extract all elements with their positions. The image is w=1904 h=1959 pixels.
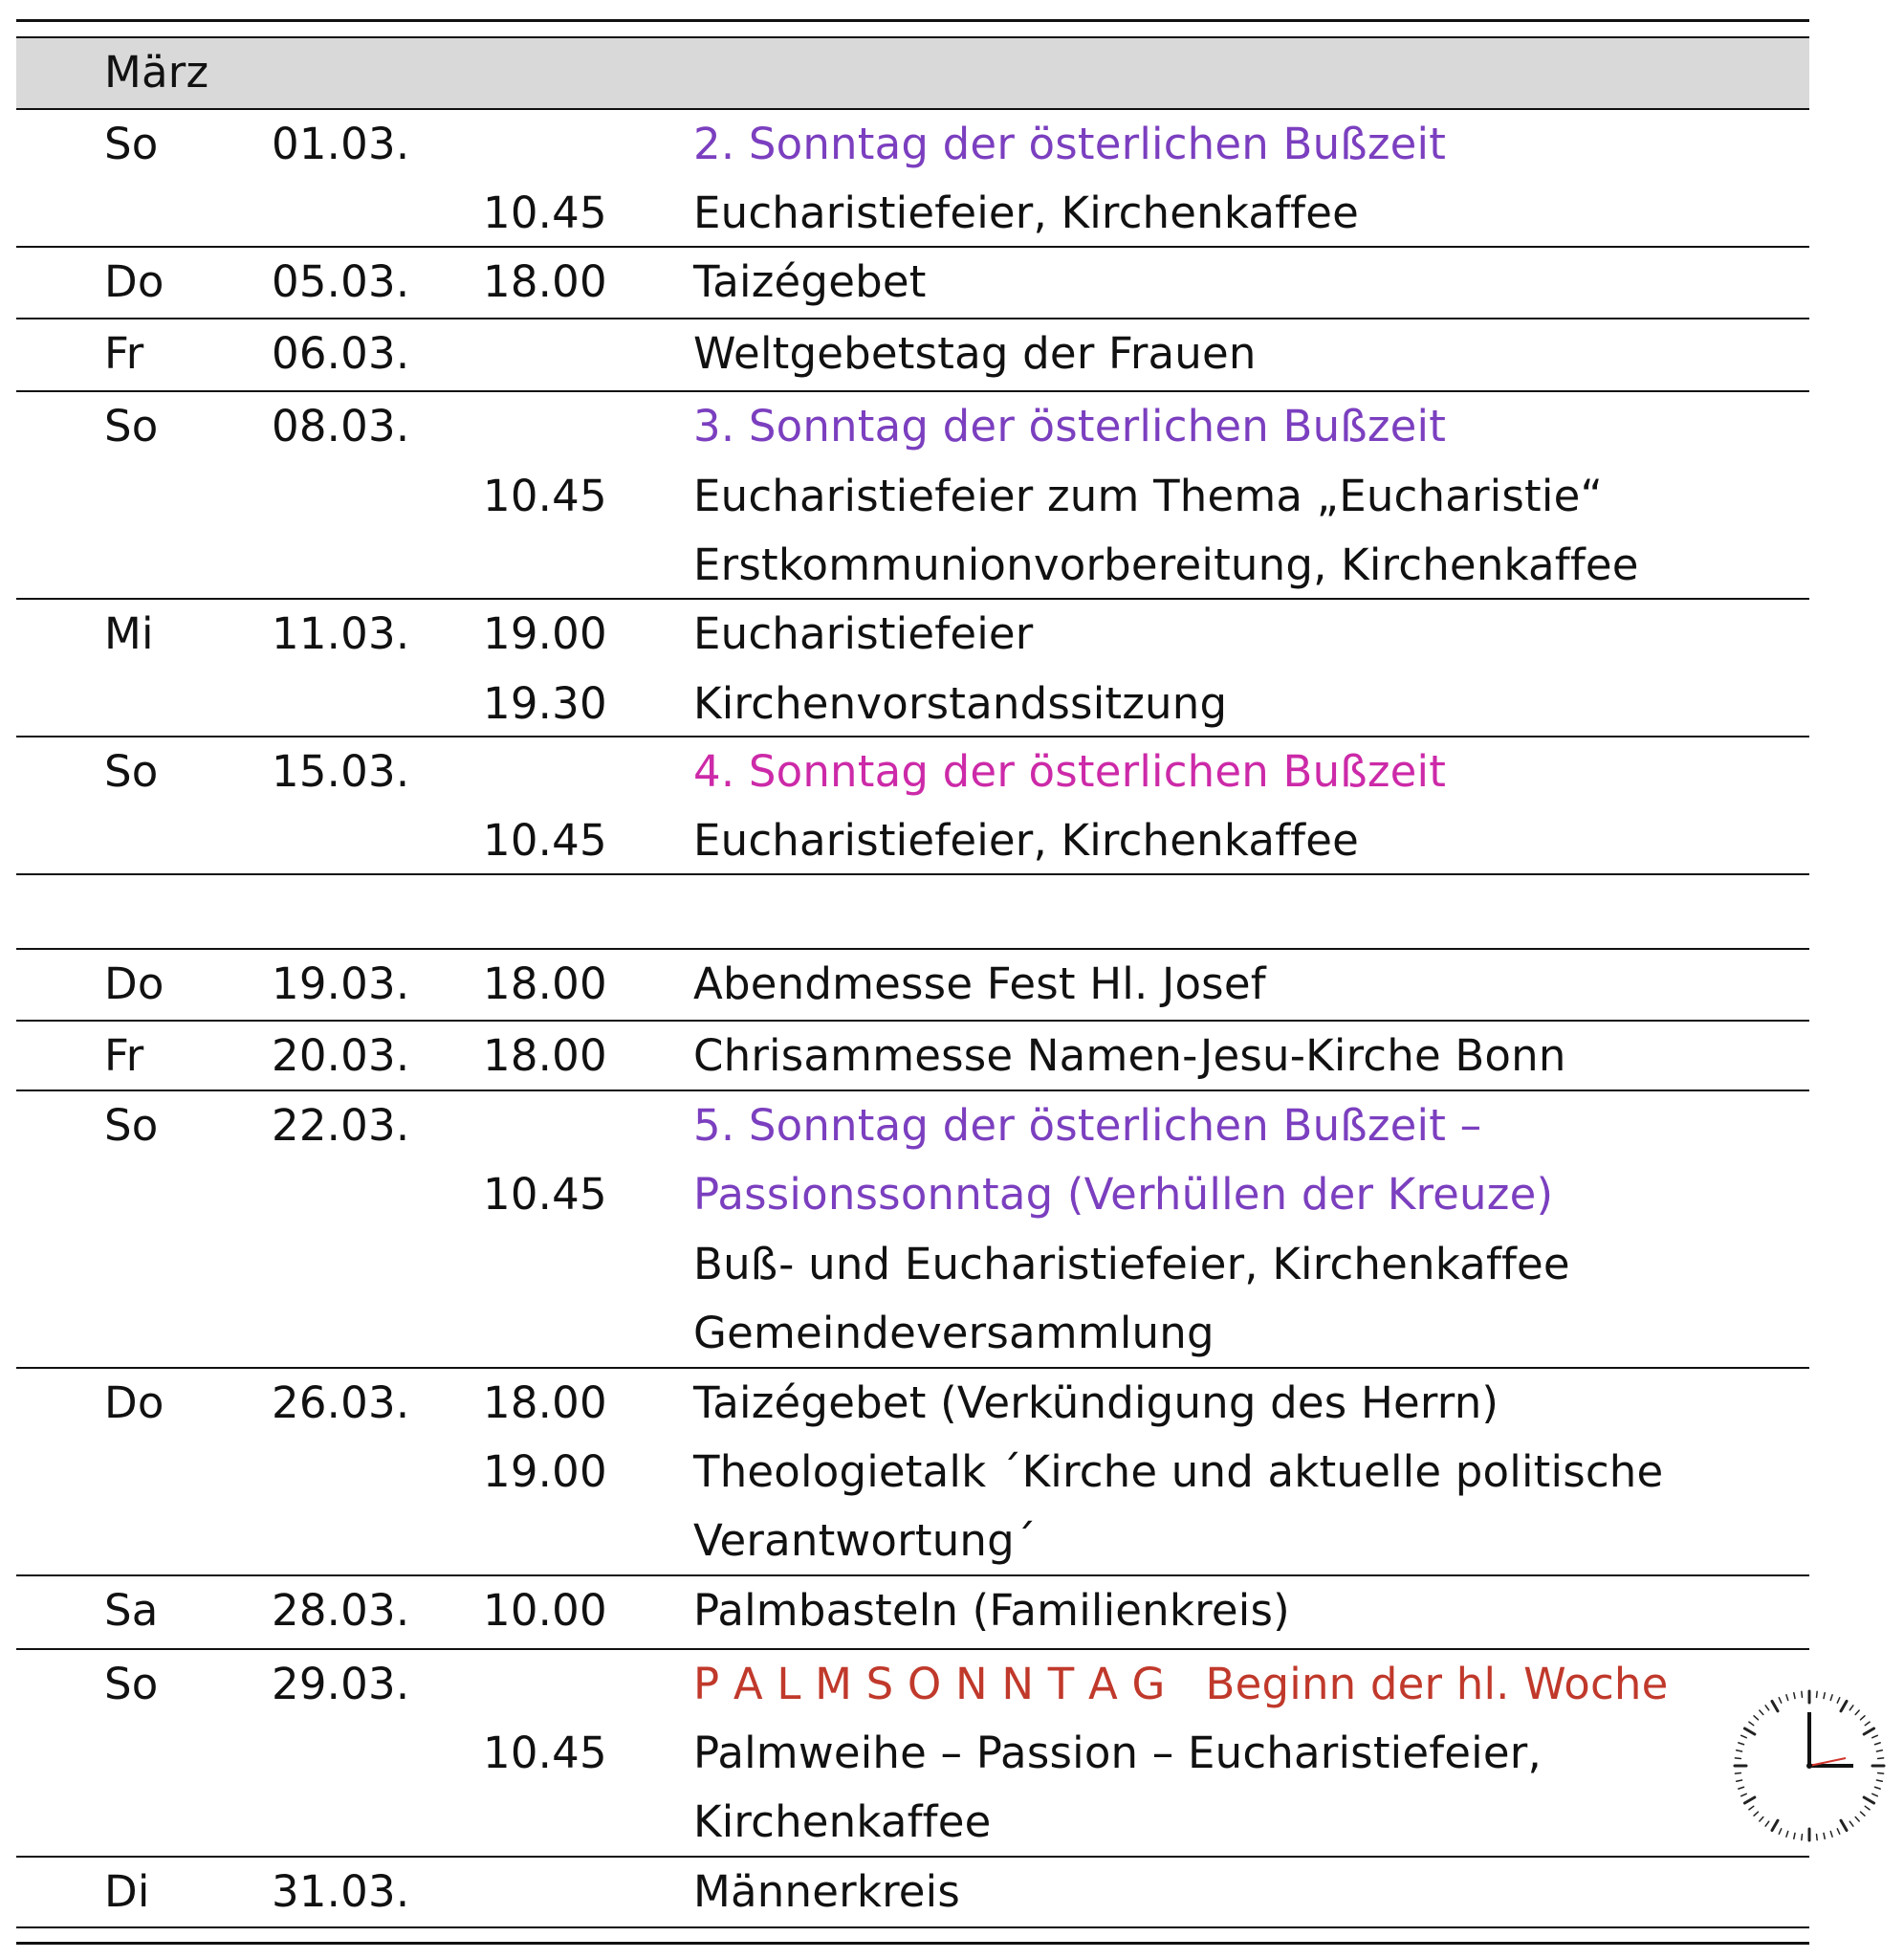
weekday: Mi [104, 608, 154, 659]
clock-tick [1735, 1758, 1740, 1759]
clock-tick [1830, 1831, 1832, 1837]
clock-tick [1760, 1817, 1763, 1821]
event-text: Chrisammesse Namen-Jesu-Kirche Bonn [693, 1030, 1566, 1081]
clock-tick [1765, 1706, 1769, 1710]
event-text: Männerkreis [693, 1866, 961, 1917]
event-text: Theologietalk ´Kirche und aktuelle politische [693, 1446, 1664, 1497]
weekday: So [104, 401, 159, 451]
event-text: Kirchenkaffee [693, 1796, 992, 1847]
event-time: 18.00 [483, 958, 607, 1009]
clock-tick [1749, 1806, 1754, 1810]
clock-tick [1861, 1812, 1865, 1816]
event-time: 10.45 [483, 815, 607, 866]
clock-tick [1744, 1797, 1754, 1803]
palm-sunday-heading [693, 1650, 1669, 1719]
month-band-top-rule [16, 36, 1809, 38]
clock-tick [1878, 1773, 1884, 1774]
event-text: Taizégebet [693, 256, 927, 307]
event-time: 19.00 [483, 608, 607, 659]
row-divider [16, 873, 1809, 875]
clock-tick [1802, 1835, 1803, 1840]
weekday: Di [104, 1866, 150, 1917]
event-time: 19.00 [483, 1446, 607, 1497]
event-text: Kirchenvorstandssitzung [693, 678, 1228, 729]
weekday: Do [104, 256, 164, 307]
bottom-rule [16, 1926, 1809, 1928]
month-title: März [104, 47, 209, 98]
clock-tick [1779, 1829, 1781, 1834]
event-time: 19.30 [483, 678, 607, 729]
clock-tick [1855, 1710, 1859, 1714]
date: 28.03. [272, 1585, 410, 1636]
clock-tick [1830, 1695, 1832, 1701]
clock-tick [1744, 1728, 1754, 1734]
clock-tick [1849, 1706, 1853, 1710]
holy-week-note: Beginn der hl. Woche [1205, 1659, 1669, 1709]
clock-tick [1741, 1794, 1746, 1795]
clock-tick [1802, 1691, 1803, 1697]
liturgical-day: 5. Sonntag der österlichen Bußzeit – [693, 1100, 1482, 1151]
clock-tick [1741, 1735, 1746, 1737]
date: 19.03. [272, 958, 410, 1009]
event-text: Palmweihe – Passion – Eucharistiefeier, [693, 1728, 1542, 1778]
date: 31.03. [272, 1866, 410, 1917]
clock-tick [1874, 1743, 1880, 1745]
weekday: So [104, 746, 159, 797]
clock-tick [1876, 1780, 1882, 1781]
clock-tick [1824, 1833, 1825, 1838]
date: 29.03. [272, 1659, 410, 1709]
clock-tick [1817, 1835, 1818, 1840]
event-text: Palmbasteln (Familienkreis) [693, 1585, 1290, 1636]
date: 08.03. [272, 401, 410, 451]
bottom-rule [16, 1942, 1809, 1945]
event-text: Eucharistiefeier zum Thema „Eucharistie“ [693, 471, 1603, 521]
clock-tick [1749, 1722, 1754, 1726]
clock-tick [1864, 1728, 1873, 1734]
clock-tick [1878, 1758, 1884, 1759]
clock-tick [1794, 1833, 1795, 1838]
event-text: Weltgebetstag der Frauen [693, 328, 1257, 379]
clock-tick [1849, 1821, 1853, 1826]
clock-tick [1817, 1691, 1818, 1697]
clock-tick [1837, 1698, 1839, 1703]
event-text: Eucharistiefeier, Kirchenkaffee [693, 815, 1359, 866]
clock-tick [1754, 1812, 1758, 1816]
weekday: So [104, 1659, 159, 1709]
clock-tick [1864, 1797, 1873, 1803]
date: 26.03. [272, 1377, 410, 1428]
date: 15.03. [272, 746, 410, 797]
event-time: 10.45 [483, 1169, 607, 1220]
clock-tick [1874, 1787, 1880, 1789]
date: 22.03. [272, 1100, 410, 1151]
event-time: 18.00 [483, 1030, 607, 1081]
clock-tick [1739, 1743, 1744, 1745]
clock-tick [1765, 1821, 1769, 1826]
clock-tick [1786, 1831, 1788, 1837]
clock-tick [1872, 1735, 1877, 1737]
clock-tick [1772, 1701, 1778, 1710]
date: 01.03. [272, 119, 410, 169]
clock-tick [1861, 1716, 1865, 1720]
liturgical-day: 4. Sonntag der österlichen Bußzeit [693, 746, 1447, 797]
liturgical-day: 3. Sonntag der österlichen Bußzeit [693, 401, 1447, 451]
top-rule [16, 19, 1809, 22]
clock-tick [1872, 1794, 1877, 1795]
event-time: 18.00 [483, 1377, 607, 1428]
event-text: Buß- und Eucharistiefeier, Kirchenkaffee [693, 1239, 1570, 1289]
date: 06.03. [272, 328, 410, 379]
clock-tick [1772, 1820, 1778, 1830]
event-text: Eucharistiefeier [693, 608, 1034, 659]
clock-tick [1779, 1698, 1781, 1703]
weekday: So [104, 119, 159, 169]
event-time: 10.45 [483, 471, 607, 521]
date: 11.03. [272, 608, 410, 659]
weekday: Sa [104, 1585, 159, 1636]
event-time: 10.45 [483, 187, 607, 238]
weekday: Do [104, 1377, 164, 1428]
event-time: 10.45 [483, 1728, 607, 1778]
clock-tick [1737, 1750, 1742, 1751]
clock-icon [1729, 1685, 1890, 1846]
event-text: Abendmesse Fest Hl. Josef [693, 958, 1266, 1009]
clock-tick [1739, 1787, 1744, 1789]
clock-tick [1865, 1722, 1870, 1726]
clock-tick [1841, 1701, 1847, 1710]
clock-tick [1841, 1820, 1847, 1830]
weekday: So [104, 1100, 159, 1151]
event-text: Eucharistiefeier, Kirchenkaffee [693, 187, 1359, 238]
clock-tick [1876, 1750, 1882, 1751]
weekday: Fr [104, 1030, 144, 1081]
event-text: Taizégebet (Verkündigung des Herrn) [693, 1377, 1499, 1428]
date: 05.03. [272, 256, 410, 307]
clock-tick [1855, 1817, 1859, 1821]
event-text: Verantwortung´ [693, 1515, 1037, 1566]
event-text: Gemeindeversammlung [693, 1308, 1215, 1358]
clock-tick [1737, 1780, 1742, 1781]
clock-tick [1754, 1716, 1758, 1720]
event-time: 10.00 [483, 1585, 607, 1636]
clock-tick [1865, 1806, 1870, 1810]
clock-tick [1794, 1693, 1795, 1699]
clock-tick [1837, 1829, 1839, 1834]
clock-tick [1786, 1695, 1788, 1701]
month-header-band [16, 38, 1809, 108]
weekday: Do [104, 958, 164, 1009]
date: 20.03. [272, 1030, 410, 1081]
palm-sunday-title: P A L M S O N N T A G [693, 1659, 1166, 1709]
weekday: Fr [104, 328, 144, 379]
liturgical-day: Passionssonntag (Verhüllen der Kreuze) [693, 1169, 1554, 1220]
clock-tick [1760, 1710, 1763, 1714]
liturgical-day: 2. Sonntag der österlichen Bußzeit [693, 119, 1447, 169]
clock-tick [1824, 1693, 1825, 1699]
event-text: Erstkommunionvorbereitung, Kirchenkaffee [693, 539, 1639, 590]
event-time: 18.00 [483, 256, 607, 307]
clock-tick [1735, 1773, 1740, 1774]
